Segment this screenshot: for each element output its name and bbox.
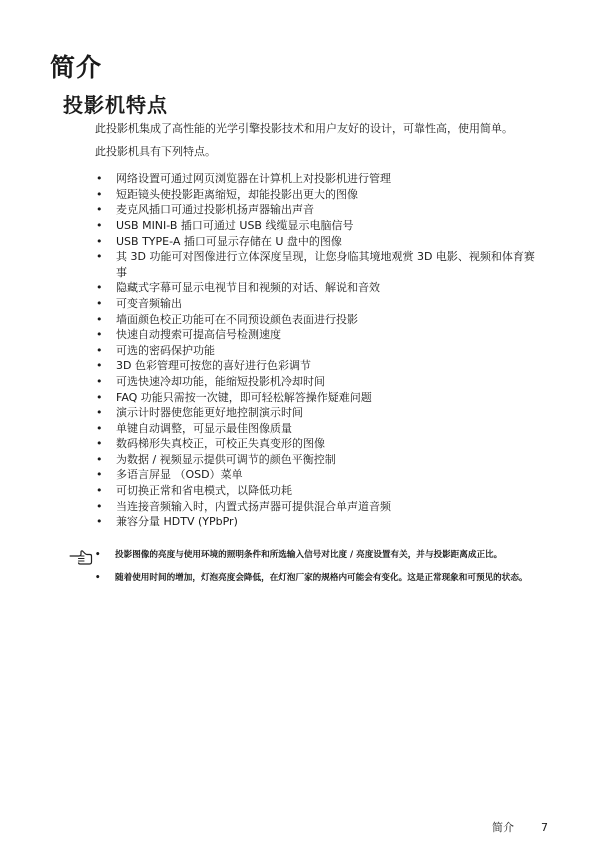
bullet-icon: • bbox=[96, 312, 103, 326]
feature-item-text: 麦克风插口可通过投影机扬声器输出声音 bbox=[116, 203, 314, 217]
section-title: 投影机特点 bbox=[63, 93, 168, 117]
feature-item bbox=[95, 343, 540, 359]
feature-item bbox=[95, 483, 540, 499]
bullet-icon: • bbox=[96, 515, 103, 529]
bullet-icon: • bbox=[96, 218, 103, 232]
feature-item-text: 可选的密码保护功能 bbox=[116, 343, 215, 357]
bullet-icon: • bbox=[96, 421, 103, 435]
feature-item-text: 短距镜头使投影距离缩短，却能投影出更大的图像 bbox=[116, 187, 358, 201]
feature-item bbox=[95, 296, 540, 312]
feature-item bbox=[95, 171, 540, 187]
bullet-icon: • bbox=[96, 390, 103, 404]
feature-item bbox=[95, 452, 540, 468]
intro-paragraph-2: 此投影机具有下列特点。 bbox=[95, 144, 216, 158]
feature-item bbox=[95, 280, 540, 296]
page-number: 7 bbox=[541, 821, 548, 834]
feature-item-text: USB TYPE-A 插口可显示存储在 U 盘中的图像 bbox=[116, 234, 342, 248]
feature-item bbox=[95, 405, 540, 421]
feature-item bbox=[95, 249, 540, 280]
bullet-icon: • bbox=[96, 437, 103, 451]
feature-item bbox=[95, 358, 540, 374]
feature-item bbox=[95, 374, 540, 390]
body-content bbox=[95, 122, 540, 530]
note-item bbox=[95, 549, 550, 562]
bullet-icon: • bbox=[96, 499, 103, 513]
bullet-icon: • bbox=[96, 172, 103, 186]
feature-item-text: 可切换正常和省电模式，以降低功耗 bbox=[116, 484, 292, 498]
feature-item-text: 数码梯形失真校正，可校正失真变形的图像 bbox=[116, 437, 325, 451]
feature-item bbox=[95, 499, 540, 515]
bullet-icon: • bbox=[96, 203, 103, 217]
bullet-icon: • bbox=[96, 468, 103, 482]
pointing-hand-note-icon bbox=[68, 549, 94, 567]
feature-item bbox=[95, 187, 540, 203]
bullet-icon: • bbox=[96, 452, 103, 466]
bullet-icon: • bbox=[96, 296, 103, 310]
bullet-icon: • bbox=[96, 484, 103, 498]
feature-item-text: 其 3D 功能可对图像进行立体深度呈现，让您身临其境地观赏 3D 电影、视频和体育赛事 bbox=[116, 250, 535, 279]
bullet-icon: • bbox=[96, 281, 103, 295]
bullet-icon: • bbox=[96, 187, 103, 201]
bullet-icon: • bbox=[95, 572, 101, 583]
feature-item bbox=[95, 514, 540, 530]
bullet-icon: • bbox=[96, 234, 103, 248]
feature-item bbox=[95, 467, 540, 483]
bullet-icon: • bbox=[96, 406, 103, 420]
bullet-icon: • bbox=[96, 359, 103, 373]
bullet-icon: • bbox=[96, 328, 103, 342]
feature-item-text: 演示计时器使您能更好地控制演示时间 bbox=[116, 406, 303, 420]
note-item-text: 投影图像的亮度与使用环境的照明条件和所选输入信号对比度 / 亮度设置有关，并与投影距离成正比。 bbox=[115, 550, 503, 560]
intro-paragraph: 此投影机集成了高性能的光学引擎投影技术和用户友好的设计，可靠性高，使用简单。 bbox=[95, 122, 513, 135]
feature-item-text: FAQ 功能只需按一次键，即可轻松解答操作疑难问题 bbox=[116, 390, 372, 404]
chapter-title: 简介 bbox=[50, 53, 103, 82]
feature-item-text: 墙面颜色校正功能可在不同预设颜色表面进行投影 bbox=[116, 312, 358, 326]
feature-item-text: 快速自动搜索可提高信号检测速度 bbox=[116, 328, 281, 342]
feature-item-text: 3D 色彩管理可按您的喜好进行色彩调节 bbox=[116, 359, 311, 373]
feature-item-text: 当连接音频输入时，内置式扬声器可提供混合单声道音频 bbox=[116, 499, 391, 513]
footer-section-name: 简介 bbox=[492, 821, 514, 834]
feature-item bbox=[95, 202, 540, 218]
bullet-icon: • bbox=[96, 250, 103, 264]
feature-item bbox=[95, 234, 540, 250]
feature-list bbox=[95, 171, 540, 530]
feature-item bbox=[95, 436, 540, 452]
feature-item-text: USB MINI-B 插口可通过 USB 线缆显示电脑信号 bbox=[116, 218, 354, 232]
feature-item-text: 网络设置可通过网页浏览器在计算机上对投影机进行管理 bbox=[116, 172, 391, 186]
bullet-icon: • bbox=[96, 374, 103, 388]
feature-item-text: 兼容分量 HDTV (YPbPr) bbox=[116, 515, 238, 529]
bullet-icon: • bbox=[96, 343, 103, 357]
page-footer bbox=[0, 820, 613, 836]
feature-item-text: 为数据 / 视频显示提供可调节的颜色平衡控制 bbox=[116, 452, 336, 466]
bullet-icon: • bbox=[95, 550, 101, 560]
feature-item bbox=[95, 218, 540, 234]
feature-item bbox=[95, 312, 540, 328]
feature-item bbox=[95, 327, 540, 343]
feature-item-text: 单键自动调整，可显示最佳图像质量 bbox=[116, 421, 292, 435]
feature-item-text: 可选快速冷却功能，能缩短投影机冷却时间 bbox=[116, 374, 325, 388]
feature-item-text: 可变音频输出 bbox=[116, 296, 182, 310]
feature-item-text: 隐藏式字幕可显示电视节目和视频的对话、解说和音效 bbox=[116, 281, 380, 295]
note-item-text: 随着使用时间的增加，灯泡亮度会降低，在灯泡厂家的规格内可能会有变化。这是正常现象和可预见的状态。 bbox=[115, 572, 528, 583]
note-item bbox=[95, 572, 550, 585]
feature-item bbox=[95, 390, 540, 406]
note-list bbox=[95, 549, 550, 584]
feature-item bbox=[95, 421, 540, 437]
feature-item-text: 多语言屏显 （OSD）菜单 bbox=[116, 468, 243, 482]
